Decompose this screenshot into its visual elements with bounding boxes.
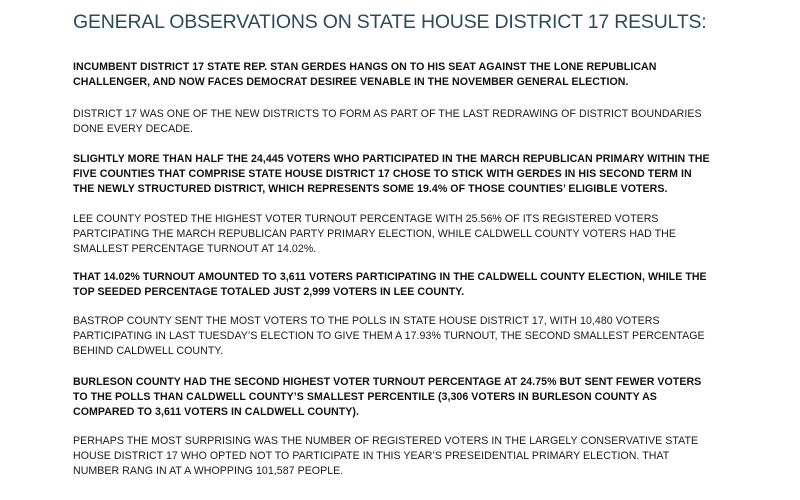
paragraph-caldwell-turnout: THAT 14.02% TURNOUT AMOUNTED TO 3,611 VOTERS PARTICIPATING IN THE CALDWELL COUNTY ELECTION, WHILE THE TOP SEEDED PERCENTAGE TOTALED JUST 2,999 VOTERS IN LEE COUNTY. bbox=[73, 271, 707, 298]
page-title: GENERAL OBSERVATIONS ON STATE HOUSE DISTRICT 17 RESULTS: bbox=[73, 11, 707, 33]
paragraph-voter-share: SLIGHTLY MORE THAN HALF THE 24,445 VOTERS WHO PARTICIPATED IN THE MARCH REPUBLICAN PRIMARY WITHIN THE FIVE COUNTIES THAT COMPRISE STATE HOUSE DISTRICT 17 CHOSE TO STICK WITH GERDES IN HIS SECOND TERM IN THE NEWLY STRUCTURED DISTRICT, WHICH REPRESENTS SOME 19.4% OF THOSE COUNTIES’ ELIGIBLE VOTERS. bbox=[73, 153, 710, 195]
paragraph-non-participants: PERHAPS THE MOST SURPRISING WAS THE NUMBER OF REGISTERED VOTERS IN THE LARGELY CONSERVATIVE STATE HOUSE DISTRICT 17 WHO OPTED NOT TO PARTICIPATE IN THIS YEAR’S PRESEIDENTIAL PRIMARY ELECTION. THAT NUMBER RANG IN AT A WHOPPING 101,587 PEOPLE. bbox=[73, 435, 699, 477]
paragraph-burleson-county: BURLESON COUNTY HAD THE SECOND HIGHEST VOTER TURNOUT PERCENTAGE AT 24.75% BUT SENT FEWER VOTERS TO THE POLLS THAN CALDWELL COUNTY’S SMALLEST PERCENTILE (3,306 VOTERS IN BURLESON COUNTY AS COMPARED TO 3,611 VOTERS IN CALDWELL COUNTY). bbox=[73, 376, 702, 418]
paragraph-bastrop-county: BASTROP COUNTY SENT THE MOST VOTERS TO THE POLLS IN STATE HOUSE DISTRICT 17, WITH 10,480 VOTERS PARTICIPATING IN LAST TUESDAY’S ELECTION TO GIVE THEM A 17.93% TURNOUT, THE SECOND SMALLEST PERCENTAGE BEHIND CALDWELL COUNTY. bbox=[73, 315, 705, 357]
paragraph-incumbent-result: INCUMBENT DISTRICT 17 STATE REP. STAN GERDES HANGS ON TO HIS SEAT AGAINST THE LONE REPUBLICAN CHALLENGER, AND NOW FACES DEMOCRAT DESIREE VENABLE IN THE NOVEMBER GENERAL ELECTION. bbox=[73, 61, 657, 88]
paragraph-new-district: DISTRICT 17 WAS ONE OF THE NEW DISTRICTS TO FORM AS PART OF THE LAST REDRAWING OF DISTRICT BOUNDARIES DONE EVERY DECADE. bbox=[73, 108, 702, 135]
paragraph-lee-county-turnout: LEE COUNTY POSTED THE HIGHEST VOTER TURNOUT PERCENTAGE WITH 25.56% OF ITS REGISTERED VOTERS PARTCIPATING THE MARCH REPUBLICAN PARTY PRIMARY ELECTION, WHILE CALDWELL COUNTY VOTERS HAD THE SMALLEST PERCENTAGE TURNOUT AT 14.02%. bbox=[73, 213, 676, 255]
